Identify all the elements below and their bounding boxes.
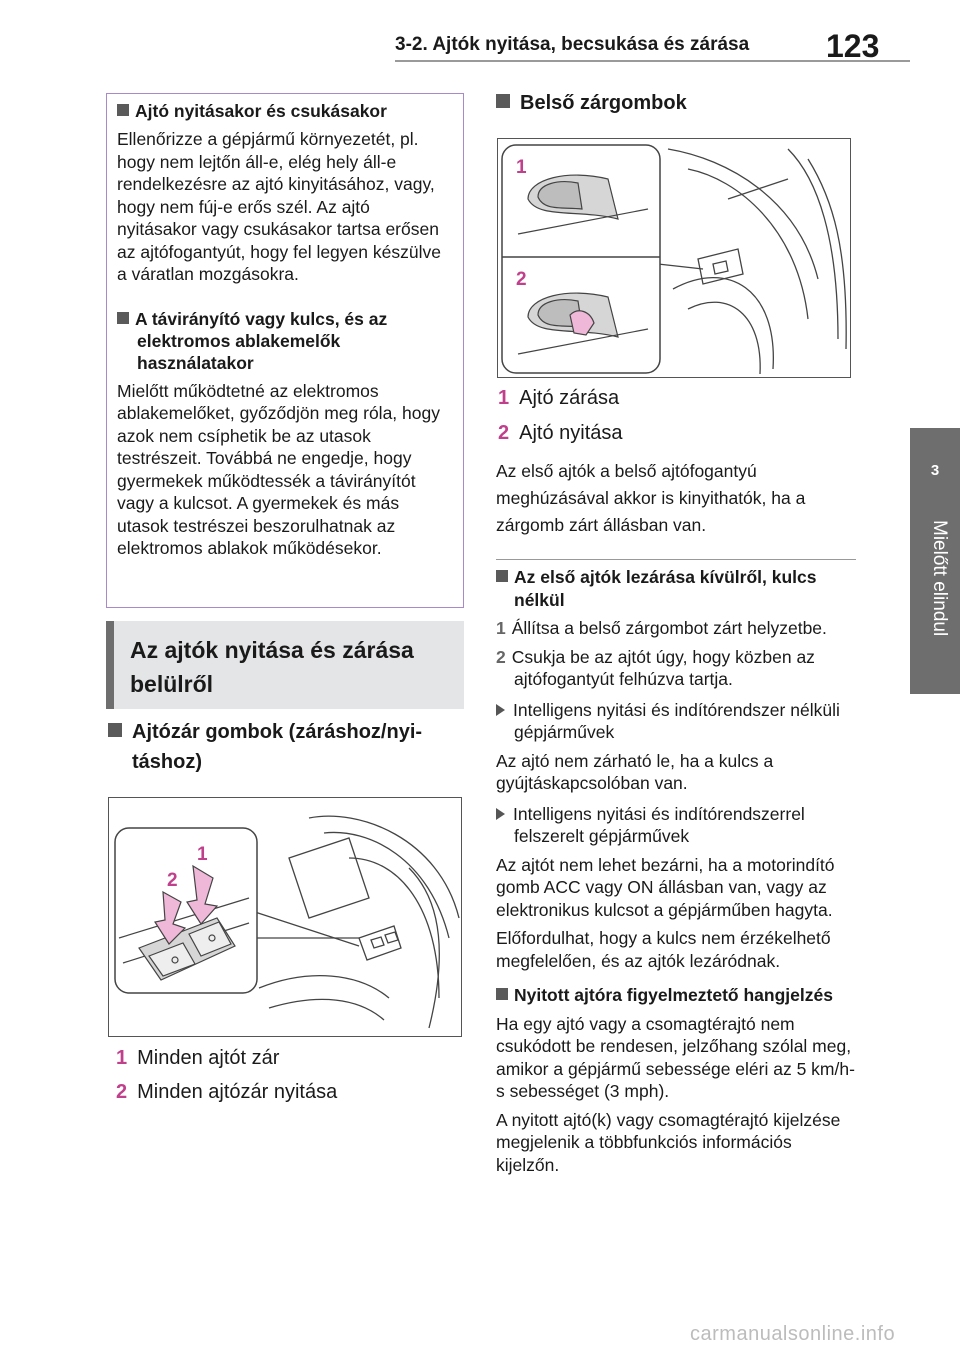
note-heading-1: Ajtó nyitásakor és csukásakor <box>117 100 453 122</box>
front-door-open-paragraph: Az első ajtók a belső ajtófogantyú meghúzásával akkor is kinyithatók, ha a zárgomb zárt állásban van. <box>496 461 806 535</box>
page-header-title: 3-2. Ajtók nyitása, becsukása és zárása <box>395 34 750 55</box>
square-bullet-icon <box>496 94 510 108</box>
square-bullet-icon <box>117 312 129 324</box>
lock-step-2: 2 Csukja be az ajtót úgy, hogy közben az ajtófogantyút felhúzva tartja. <box>496 646 815 689</box>
right-item-1: 1 Ajtó zárása <box>498 387 620 409</box>
right-column-text <box>496 566 856 1176</box>
triangle-bullet-icon <box>496 808 505 820</box>
square-bullet-icon <box>496 988 508 1000</box>
caution-note-box <box>106 93 464 608</box>
figure-label-1: 1 <box>516 157 527 178</box>
condition-with-smart-key-text: Az ajtót nem lehet bezárni, ha a motorindító gomb ACC vagy ON állásban van, vagy az elektronikus kulcsot a gépjárműben hagyta. <box>496 854 835 920</box>
door-lock-switch-drawing <box>109 798 462 1037</box>
square-bullet-icon <box>496 570 508 582</box>
inside-lock-button-illustration <box>497 138 851 378</box>
condition-without-smart-key: Intelligens nyitási és indítórendszer nélküli gépjárművek <box>496 699 856 744</box>
lock-step-1: 1 Állítsa a belső zárgombot zárt helyzetbe. <box>496 618 827 638</box>
condition-with-smart-key: Intelligens nyitási és indítórendszerrel felszerelt gépjárművek <box>496 803 856 848</box>
chapter-number: 3 <box>930 462 940 479</box>
inside-lock-button-drawing <box>498 139 851 378</box>
note-heading-2: A távirányító vagy kulcs, és az elektromos ablakemelők használatakor <box>117 308 453 374</box>
section-divider <box>496 559 856 560</box>
figure-label-2: 2 <box>516 269 527 290</box>
note-paragraph-1: Ellenőrizze a gépjármű környezetét, pl. hogy nem lejtőn áll-e, elég hely áll-e rendelkezésre az ajtó kinyitásához, vagy, hogy nem fúj-e erős szél. Az ajtó nyitásakor vagy csukásakor tartsa erősen az ajtófogantyút, hogy fel legyen készülve a váratlan mozgásokra. <box>117 129 441 284</box>
left-item-2: 2 Minden ajtózár nyitása <box>116 1081 338 1103</box>
condition-without-smart-key-text: Az ajtó nem zárható le, ha a kulcs a gyújtáskapcsolóban van. <box>496 750 774 793</box>
figure-label-1: 1 <box>197 844 208 865</box>
key-detection-note: Előfordulhat, hogy a kulcs nem érzékelhető megfelelően, és az ajtók lezáródnak. <box>496 928 831 971</box>
figure-label-2: 2 <box>167 870 178 891</box>
right-item-2: 2 Ajtó nyitása <box>498 422 623 444</box>
door-lock-switch-heading: Ajtózár gombok (záráshoz/nyi- táshoz) <box>108 717 468 777</box>
triangle-bullet-icon <box>496 704 505 716</box>
open-door-warning-text-2: A nyitott ajtó(k) vagy csomagtérajtó kijelzése megjelenik a többfunkciós információs kijelzőn. <box>496 1109 841 1175</box>
open-door-warning-text-1: Ha egy ajtó vagy a csomagtérajtó nem csukódott be rendesen, jelzőhang szólal meg, amikor a gépjármű sebessége eléri az 5 km/h-s sebességet (3 mph). <box>496 1013 855 1101</box>
page-number: 123 <box>826 28 880 64</box>
door-lock-switch-illustration <box>108 797 462 1037</box>
lock-from-outside-heading: Az első ajtók lezárása kívülről, kulcs nélkül <box>496 566 856 611</box>
chapter-label: Mielőtt elindul <box>929 520 950 637</box>
square-bullet-icon <box>108 723 122 737</box>
square-bullet-icon <box>117 104 129 116</box>
open-door-warning-heading: Nyitott ajtóra figyelmeztető hangjelzés <box>496 984 856 1007</box>
chapter-side-tab <box>910 428 960 694</box>
note-paragraph-2: Mielőtt működtetné az elektromos ablakemelőket, győződjön meg róla, hogy azok nem csíphetik be az utasok testrészeit. Továbbá ne engedje, hogy gyermekek működtessék a távirányítót vagy a kulcsot. A gyermekek és más utasok testrészei beszorulhatnak az elektromos ablakok működésekor. <box>117 380 440 558</box>
section-title-band <box>106 621 464 709</box>
watermark: carmanualsonline.info <box>690 1323 896 1345</box>
section-title: Az ajtók nyitása és zárása belülről <box>130 637 414 697</box>
left-item-1: 1 Minden ajtót zár <box>116 1047 280 1069</box>
header-divider <box>395 60 910 62</box>
inside-lock-button-heading: Belső zárgombok <box>496 88 687 118</box>
